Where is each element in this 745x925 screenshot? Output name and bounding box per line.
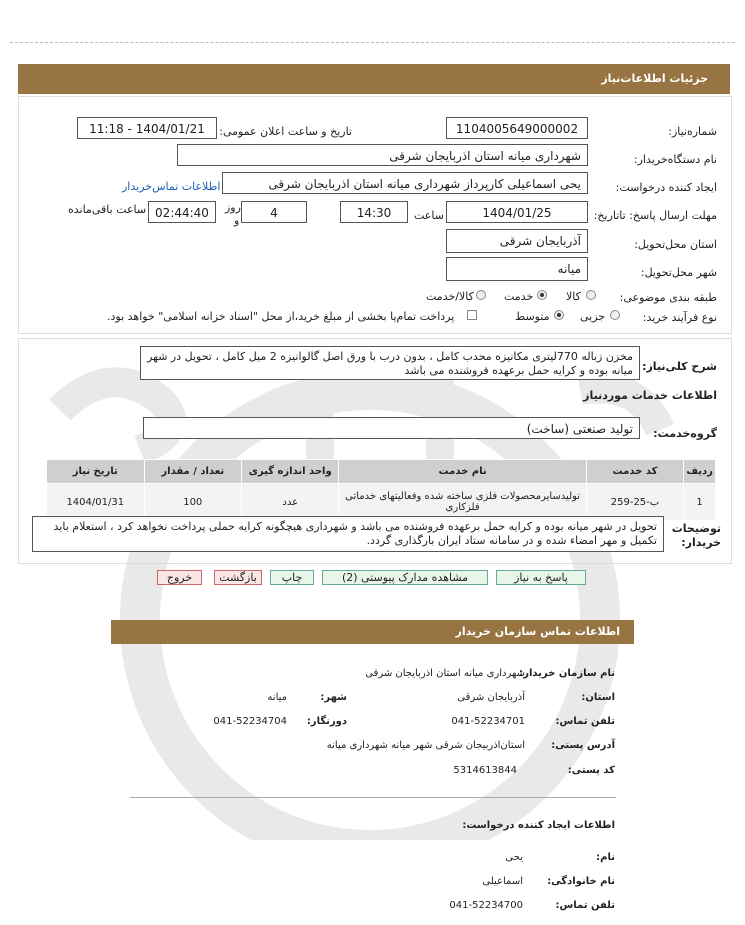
contact-fax-value: 041-52234704 [213, 716, 287, 727]
creator-phone-label: تلفن تماس: [555, 900, 615, 911]
announce-field: 1404/01/21 - 11:18 [77, 117, 217, 139]
contact-divider [130, 797, 616, 798]
process-option-medium: متوسط [515, 310, 550, 323]
city-field: میانه [446, 257, 588, 281]
table-row [47, 484, 716, 521]
col-row-number: ردیف [684, 460, 716, 484]
deadline-date-field: 1404/01/25 [446, 201, 588, 223]
category-option-goods-service: کالا/خدمت [426, 290, 474, 303]
remaining-time-field: 02:44:40 [148, 201, 216, 223]
category-label: طبقه بندی موضوعی: [619, 291, 717, 304]
cell-need-date: 1404/01/31 [47, 484, 145, 521]
category-radio-service[interactable] [537, 290, 547, 300]
city-label: شهر محل‌تحویل: [640, 266, 717, 279]
col-unit: واحد اندازه گیری [241, 460, 338, 484]
print-button[interactable]: چاپ [270, 570, 314, 585]
services-section-title: اطلاعات خدمات موردنیاز [583, 389, 717, 402]
buyer-contact-link[interactable]: اطلاعات تماس‌خریدار [122, 180, 221, 193]
process-label: نوع فرآیند خرید: [642, 311, 717, 324]
days-field: 4 [241, 201, 307, 223]
contact-postal-label: کد پستی: [567, 765, 615, 776]
process-radio-medium[interactable] [554, 310, 564, 320]
reply-button[interactable]: پاسخ به نیاز [496, 570, 586, 585]
process-radio-minor[interactable] [610, 310, 620, 320]
need-number-field: 1104005649000002 [446, 117, 588, 139]
creator-name-label: نام: [596, 852, 615, 863]
contact-org-label: نام سازمان خریدار: [519, 668, 615, 679]
contact-address-value: استان‌اذربیجان شرقی شهر میانه شهرداری میانه [326, 740, 525, 751]
deadline-time-label: ساعت [414, 209, 444, 222]
buyer-org-field: شهرداری میانه استان اذربایجان شرقی [177, 144, 588, 166]
cell-unit: عدد [241, 484, 338, 521]
exit-button[interactable]: خروج [157, 570, 202, 585]
announce-label: تاریخ و ساعت اعلان عمومی: [219, 125, 352, 138]
services-table [46, 459, 716, 521]
contact-city-value: میانه [267, 692, 287, 703]
province-label: استان محل‌تحویل: [634, 238, 717, 251]
category-option-goods: کالا [566, 290, 581, 303]
contact-phone-value: 041-52234701 [451, 716, 525, 727]
category-radio-goods[interactable] [586, 290, 596, 300]
top-divider [10, 42, 735, 43]
category-radio-goods-service[interactable] [476, 290, 486, 300]
process-option-minor: جزیی [580, 310, 606, 323]
contact-province-label: استان: [581, 692, 615, 703]
contact-org-value: شهرداری میانه استان اذربایجان شرقی [365, 668, 525, 679]
creator-family-label: نام خانوادگی: [547, 876, 615, 887]
page-header [18, 64, 730, 94]
description-label: شرح کلی‌نیاز: [642, 360, 717, 373]
creator-family-value: اسماعیلی [482, 876, 523, 887]
table-header-row [47, 460, 716, 484]
deadline-label: مهلت ارسال پاسخ: تاتاریخ: [593, 209, 717, 222]
contact-fax-label: دورنگار: [306, 716, 347, 727]
contact-phone-label: تلفن تماس: [555, 716, 615, 727]
buyer-notes-label: توضیحات خریدار: [671, 522, 721, 549]
cell-row-number: 1 [684, 484, 716, 521]
creator-field: یحی اسماعیلی کارپرداز شهرداری میانه استان اذربایجان شرقی [222, 172, 588, 194]
col-quantity: تعداد / مقدار [144, 460, 241, 484]
category-option-service: خدمت [504, 290, 534, 303]
page-title: جزئیات اطلاعات‌نیاز [601, 72, 708, 85]
creator-info-title: اطلاعات ایجاد کننده درخواست: [462, 820, 615, 831]
buyer-org-label: نام دستگاه‌خریدار: [633, 153, 717, 166]
contact-city-label: شهر: [320, 692, 347, 703]
contact-postal-value: 5314613844 [453, 765, 517, 776]
need-number-label: شماره‌نیاز: [668, 125, 717, 138]
cell-service-name: تولیدسایرمحصولات فلزی ساخته شده وفعالیتهای خدماتی فلزکاری [339, 484, 586, 521]
and-label: و [234, 214, 240, 227]
service-group-field: تولید صنعتی (ساخت) [143, 417, 640, 439]
contact-address-label: آدرس پستی: [551, 740, 615, 751]
col-service-code: کد خدمت [586, 460, 683, 484]
col-service-name: نام خدمت [339, 460, 586, 484]
creator-name-value: یحی [505, 852, 523, 863]
cell-quantity: 100 [144, 484, 241, 521]
back-button[interactable]: بازگشت [214, 570, 262, 585]
remaining-label: ساعت باقی‌مانده [68, 203, 147, 216]
cell-service-code: ب-25-259 [586, 484, 683, 521]
contact-province-value: آذربایجان شرقی [457, 692, 525, 703]
contact-header [111, 620, 634, 644]
col-need-date: تاریخ نیاز [47, 460, 145, 484]
payment-note: پرداخت تمام‌یا بخشی از مبلغ خرید،از محل "اسناد خزانه اسلامی" خواهد بود. [107, 310, 455, 323]
description-field: مخزن زباله 770لیتری مکانیزه محدب کامل ، بدون درب با ورق اصل گالوانیزه 2 میل کامل ، تحویل در شهر میانه بوده و کرایه حمل برعهده فروشنده می باشد [140, 346, 640, 380]
province-field: آذربایجان شرقی [446, 229, 588, 253]
days-label: روز [225, 201, 241, 214]
creator-phone-value: 041-52234700 [449, 900, 523, 911]
contact-title: اطلاعات تماس سازمان خریدار [455, 625, 620, 638]
attachments-button[interactable]: مشاهده مدارک پیوستی (2) [322, 570, 488, 585]
service-group-label: گروه‌خدمت: [653, 427, 717, 440]
creator-label: ایجاد کننده درخواست: [615, 181, 717, 194]
treasury-checkbox[interactable] [467, 310, 477, 320]
buyer-notes-field: تحویل در شهر میانه بوده و کرایه حمل برعهده فروشنده می باشد و شهرداری هیچگونه کرایه حملی پرداخت نخواهد کرد ، استعلام باید تکمیل و مهر امضاء شده و در سامانه ستاد ایران بارگذاری گردد. [32, 516, 664, 552]
deadline-time-field: 14:30 [340, 201, 408, 223]
